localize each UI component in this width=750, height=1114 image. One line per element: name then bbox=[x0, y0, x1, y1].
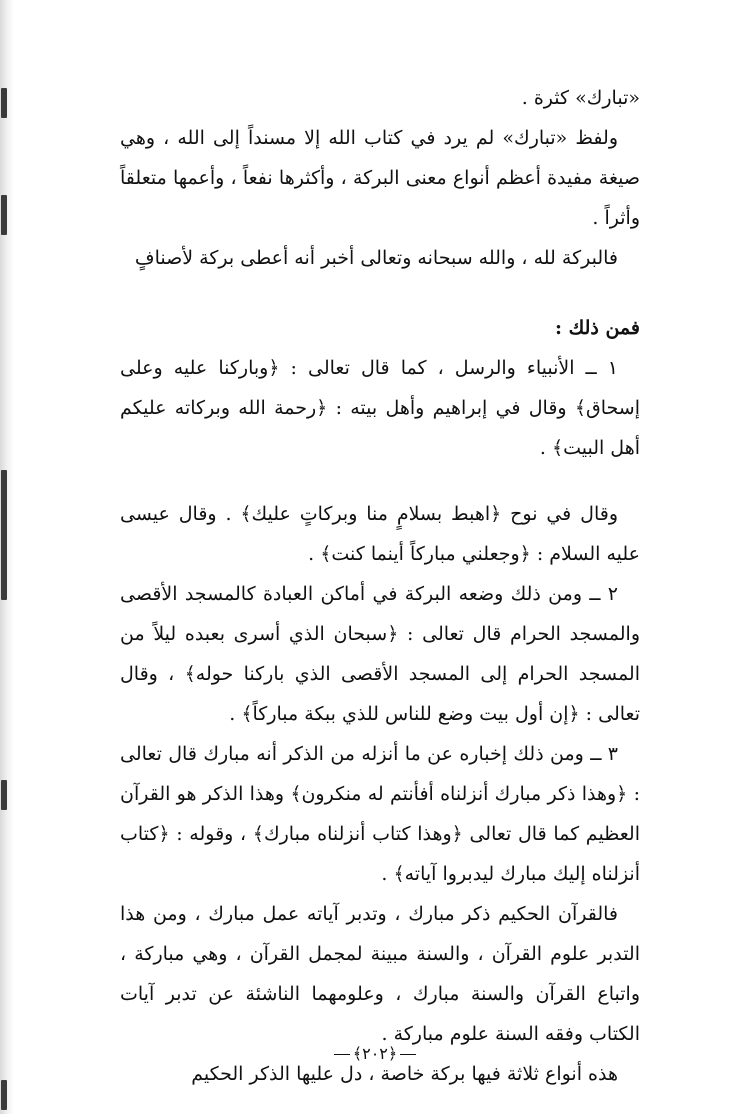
paragraph-point-1-continued: وقال في نوح ﴿اهبط بسلامٍ منا وبركاتٍ عليك﴾ . وقال عيسى عليه السلام : ﴿وجعلني مباركاً أينما كنت﴾ . bbox=[120, 503, 640, 565]
page-number-dash bbox=[400, 1054, 416, 1055]
scan-edge-mark bbox=[1, 88, 7, 118]
section-heading: فمن ذلك : bbox=[554, 317, 640, 339]
scan-edge-mark bbox=[1, 195, 7, 235]
scan-edge-mark bbox=[1, 470, 7, 600]
paragraph-quran-blessed: فالقرآن الحكيم ذكر مبارك ، وتدبر آياته عمل مبارك ، ومن هذا التدبر علوم القرآن ، والسنة مبينة لمجمل القرآن ، وهي مباركة ، واتباع القرآن والسنة مبارك ، وعلومهما الناشئة عن تدبر آيات الكتاب وفقه السنة علوم مباركة . bbox=[120, 903, 640, 1045]
page-body bbox=[120, 78, 640, 1094]
page-number-dash bbox=[334, 1054, 350, 1055]
scan-edge-mark bbox=[1, 780, 7, 810]
page-number-value: ٢٠٢ bbox=[362, 1044, 388, 1063]
paragraph-point-1: ١ ــ الأنبياء والرسل ، كما قال تعالى : ﴿وباركنا عليه وعلى إسحاق﴾ وقال في إبراهيم وأهل بيته : ﴿رحمة الله وبركاته عليكم أهل البيت﴾ . bbox=[120, 357, 640, 459]
paragraph-three-types: هذه أنواع ثلاثة فيها بركة خاصة ، دل عليها الذكر الحكيم bbox=[191, 1063, 618, 1085]
paragraph-point-3: ٣ ــ ومن ذلك إخباره عن ما أنزله من الذكر أنه مبارك قال تعالى : ﴿وهذا ذكر مبارك أنزلناه أفأنتم له منكرون﴾ وهذا الذكر هو القرآن العظيم كما قال تعالى ﴿وهذا كتاب أنزلناه مبارك﴾ ، وقوله : ﴿كتاب أنزلناه إليك مبارك ليدبروا آياته﴾ . bbox=[120, 743, 640, 885]
paragraph-blessing-categories: فالبركة لله ، والله سبحانه وتعالى أخبر أنه أعطى بركة لأصنافٍ bbox=[134, 247, 618, 269]
scan-edge-mark bbox=[1, 1080, 7, 1110]
paragraph-tabarak-meaning: ولفظ «تبارك» لم يرد في كتاب الله إلا مسنداً إلى الله ، وهي صيغة مفيدة أعظم أنواع معنى البركة ، وأكثرها نفعاً ، وأعمها متعلقاً وأثراً . bbox=[120, 127, 640, 229]
scan-edge bbox=[0, 0, 14, 1114]
paragraph-intro-end: «تبارك» كثرة . bbox=[521, 87, 640, 109]
paragraph-point-2: ٢ ــ ومن ذلك وضعه البركة في أماكن العبادة كالمسجد الأقصى والمسجد الحرام قال تعالى : ﴿سبحان الذي أسرى بعبده ليلاً من المسجد الحرام إلى المسجد الأقصى الذي باركنا حوله﴾ ، وقال تعالى : ﴿إن أول بيت وضع للناس للذي ببكة مباركاً﴾ . bbox=[120, 583, 640, 725]
page-number: ﴿٢٠٢﴾ bbox=[0, 1044, 750, 1063]
